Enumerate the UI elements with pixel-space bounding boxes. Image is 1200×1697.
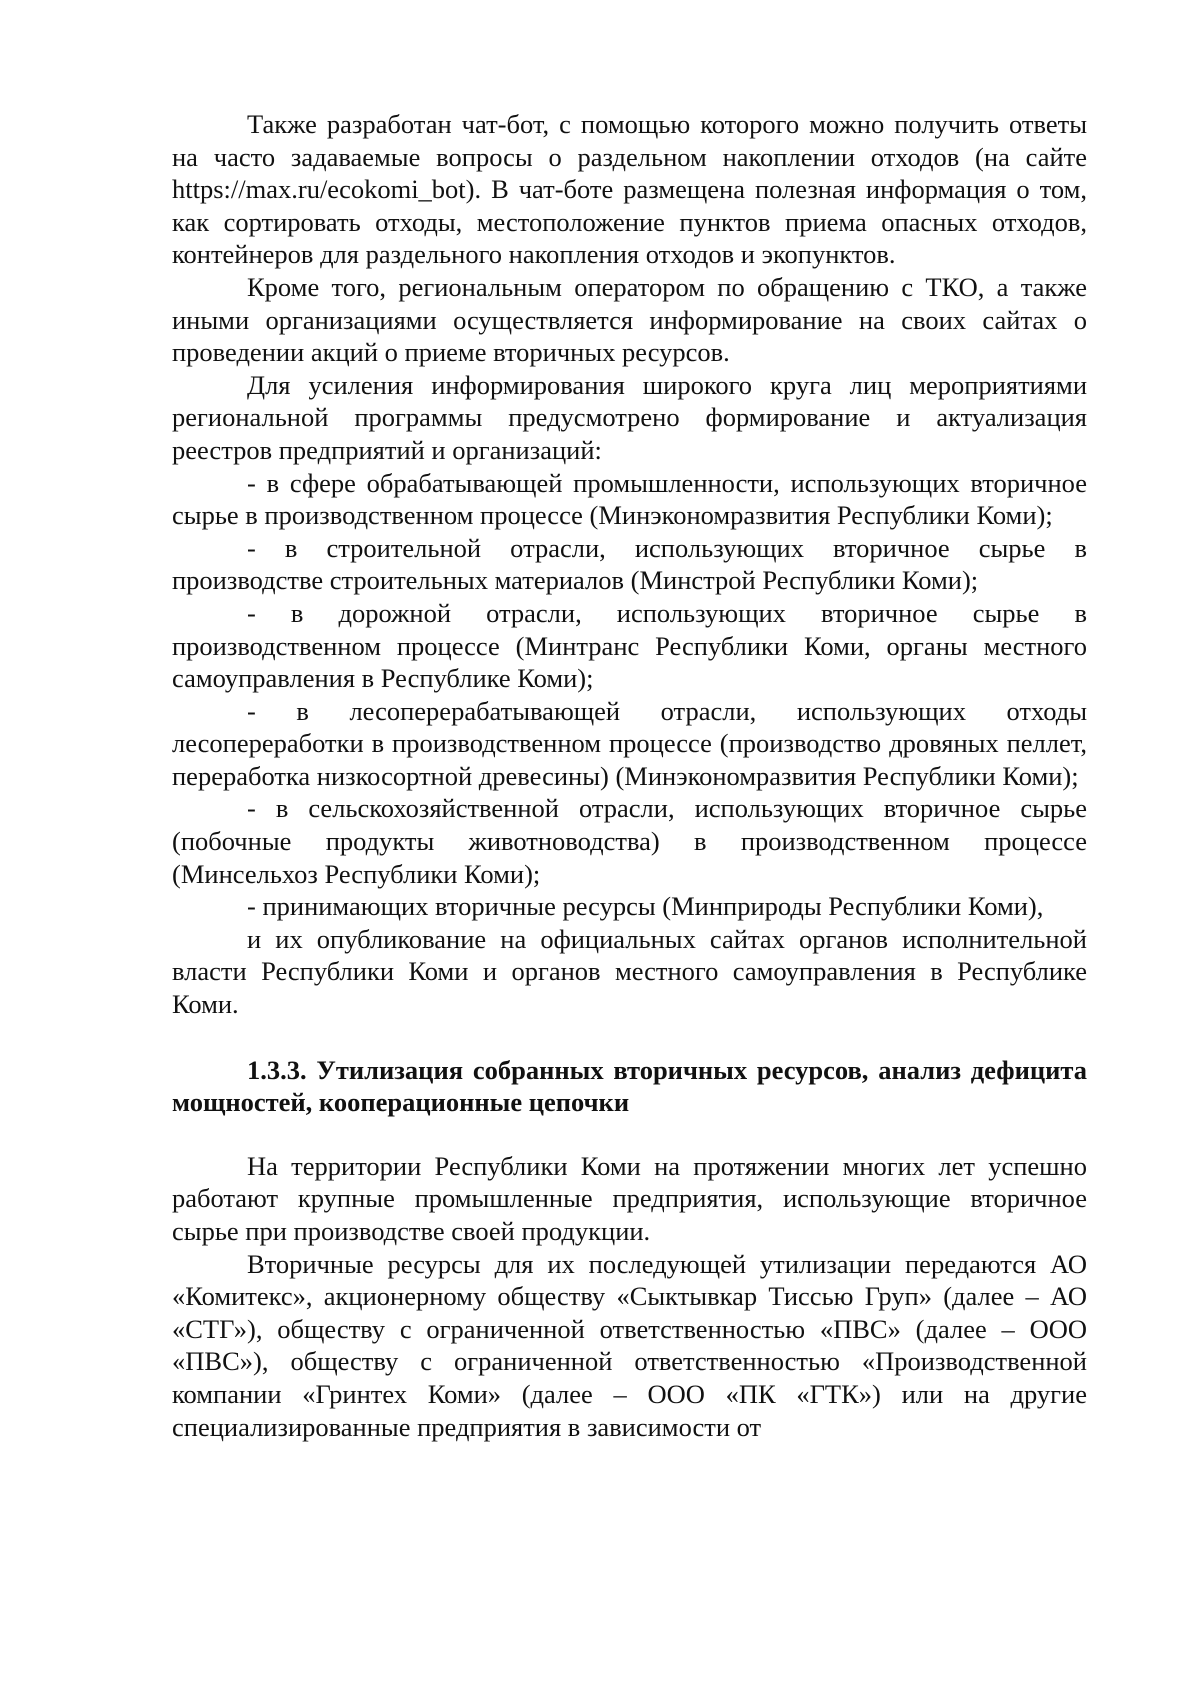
paragraph-registries-intro: Для усиления информирования широкого круга лиц мероприятиями региональной программы предусмотрено формирование и актуализация реестров предприятий и организаций: xyxy=(172,369,1087,465)
list-item-accepting: - принимающих вторичные ресурсы (Минприроды Республики Коми), xyxy=(247,891,1044,922)
paragraph-secondary-resources: Вторичные ресурсы для их последующей утилизации передаются АО «Комитекс», акционерному обществу «Сыктывкар Тиссью Груп» (далее – АО «СТГ»), обществу с ограниченной ответственностью «ПВС» (далее – ООО «ПВС»), обществу с ограниченной ответственностью «Производственной компании «Гринтех Коми» (далее – ООО «ПК «ГТК») или на другие специализированные предприятия в зависимости от xyxy=(172,1248,1087,1442)
paragraph-regional-operator: Кроме того, региональным оператором по обращению с ТКО, а также иными организациями осуществляется информирование на своих сайтах о проведении акций о приеме вторичных ресурсов. xyxy=(172,271,1087,368)
list-item-forestry: - в лесоперерабатывающей отрасли, использующих отходы лесопереработки в производственном процессе (производство дровяных пеллет, переработка низкосортной древесины) (Минэкономразвития Республики Коми); xyxy=(172,695,1087,791)
list-item-construction: - в строительной отрасли, использующих вторичное сырье в производстве строительных материалов (Минстрой Республики Коми); xyxy=(172,532,1087,596)
paragraph-chatbot: Также разработан чат-бот, с помощью которого можно получить ответы на часто задаваемые вопросы о раздельном накоплении отходов (на сайте https://max.ru/ecokomi_bot). В чат-боте размещена полезная информация о том, как сортировать отходы, местоположение пунктов приема опасных отходов, контейнеров для раздельного накопления отходов и экопунктов. xyxy=(172,109,1087,270)
document-page xyxy=(172,108,1087,1443)
section-heading: 1.3.3. Утилизация собранных вторичных ресурсов, анализ дефицита мощностей, кооперационные цепочки xyxy=(172,1054,1087,1118)
list-item-manufacturing: - в сфере обрабатывающей промышленности, использующих вторичное сырье в производственном процессе (Минэкономразвития Республики Коми); xyxy=(172,467,1087,531)
list-item-road: - в дорожной отрасли, использующих вторичное сырье в производственном процессе (Минтранс Республики Коми, органы местного самоуправления в Республике Коми); xyxy=(172,597,1087,694)
paragraph-enterprises: На территории Республики Коми на протяжении многих лет успешно работают крупные промышленные предприятия, использующие вторичное сырье при производстве своей продукции. xyxy=(172,1150,1087,1246)
paragraph-publication: и их опубликование на официальных сайтах органов исполнительной власти Республики Коми и органов местного самоуправления в Республике Коми. xyxy=(172,923,1087,1020)
list-item-agriculture: - в сельскохозяйственной отрасли, использующих вторичное сырье (побочные продукты животноводства) в производственном процессе (Минсельхоз Республики Коми); xyxy=(172,793,1087,889)
